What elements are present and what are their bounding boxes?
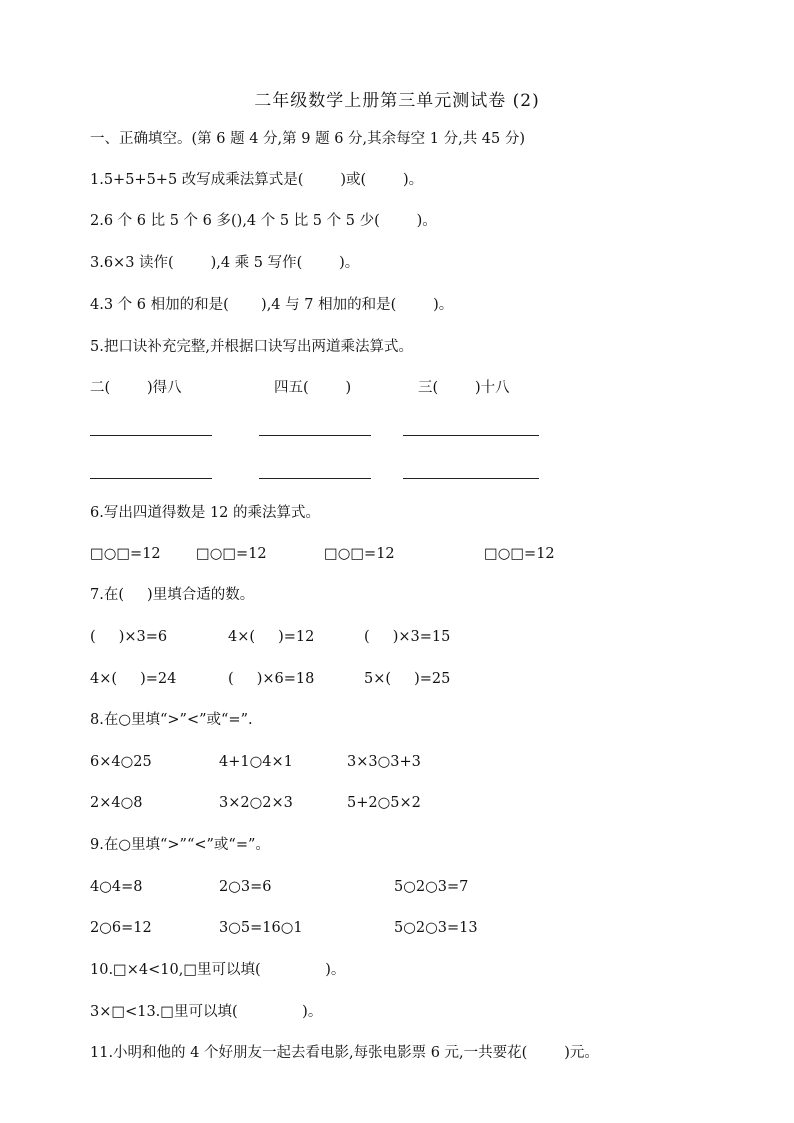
answer-line[interactable] <box>90 435 212 436</box>
question-8: 8.在○里填“>”<”或“=”. <box>90 712 253 728</box>
question-3: 3.6×3 读作( ),4 乘 5 写作( )。 <box>90 255 360 271</box>
q8-item: 5+2○5×2 <box>347 795 421 811</box>
q6-item: □○□=12 <box>324 546 395 562</box>
q7-item: ( )×3=15 <box>364 629 451 645</box>
q6-item: □○□=12 <box>90 546 161 562</box>
question-9: 9.在○里填“>”“<”或“=”。 <box>90 837 270 853</box>
q7-item: 4×( )=24 <box>90 671 177 687</box>
q8-item: 3×2○2×3 <box>219 795 293 811</box>
answer-line[interactable] <box>259 435 371 436</box>
page-title: 二年级数学上册第三单元测试卷 (2) <box>254 91 540 111</box>
q5-item: 三( )十八 <box>418 380 510 396</box>
question-10: 10.□×4<10,□里可以填( )。 <box>90 962 346 978</box>
question-4: 4.3 个 6 相加的和是( ),4 与 7 相加的和是( )。 <box>90 297 454 313</box>
q7-item: ( )×3=6 <box>90 629 168 645</box>
question-1: 1.5+5+5+5 改写成乘法算式是( )或( )。 <box>90 172 424 188</box>
question-7: 7.在( )里填合适的数。 <box>90 587 255 603</box>
question-2: 2.6 个 6 比 5 个 6 多(),4 个 5 比 5 个 5 少( )。 <box>90 213 437 229</box>
q9-item: 4○4=8 <box>90 879 143 895</box>
question-10b: 3×□<13.□里可以填( )。 <box>90 1004 323 1020</box>
section-heading: 一、正确填空。(第 6 题 4 分,第 9 题 6 分,其余每空 1 分,共 45 分) <box>90 131 526 147</box>
q5-item: 二( )得八 <box>90 380 182 396</box>
q9-item: 2○3=6 <box>219 879 272 895</box>
question-6: 6.写出四道得数是 12 的乘法算式。 <box>90 505 321 521</box>
answer-line[interactable] <box>403 478 539 479</box>
q8-item: 6×4○25 <box>90 754 152 770</box>
q9-item: 5○2○3=7 <box>394 879 469 895</box>
q6-item: □○□=12 <box>484 546 555 562</box>
q9-item: 2○6=12 <box>90 920 152 936</box>
q8-item: 3×3○3+3 <box>347 754 421 770</box>
answer-line[interactable] <box>259 478 371 479</box>
answer-line[interactable] <box>90 478 212 479</box>
question-11: 11.小明和他的 4 个好朋友一起去看电影,每张电影票 6 元,一共要花( )元。 <box>90 1045 599 1061</box>
q8-item: 2×4○8 <box>90 795 143 811</box>
q8-item: 4+1○4×1 <box>219 754 293 770</box>
answer-line[interactable] <box>403 435 539 436</box>
q7-item: ( )×6=18 <box>228 671 315 687</box>
q9-item: 3○5=16○1 <box>219 920 303 936</box>
q5-item: 四五( ) <box>274 380 352 396</box>
q7-item: 4×( )=12 <box>228 629 315 645</box>
q6-item: □○□=12 <box>196 546 267 562</box>
q7-item: 5×( )=25 <box>364 671 451 687</box>
question-5: 5.把口诀补充完整,并根据口诀写出两道乘法算式。 <box>90 339 413 355</box>
q9-item: 5○2○3=13 <box>394 920 478 936</box>
